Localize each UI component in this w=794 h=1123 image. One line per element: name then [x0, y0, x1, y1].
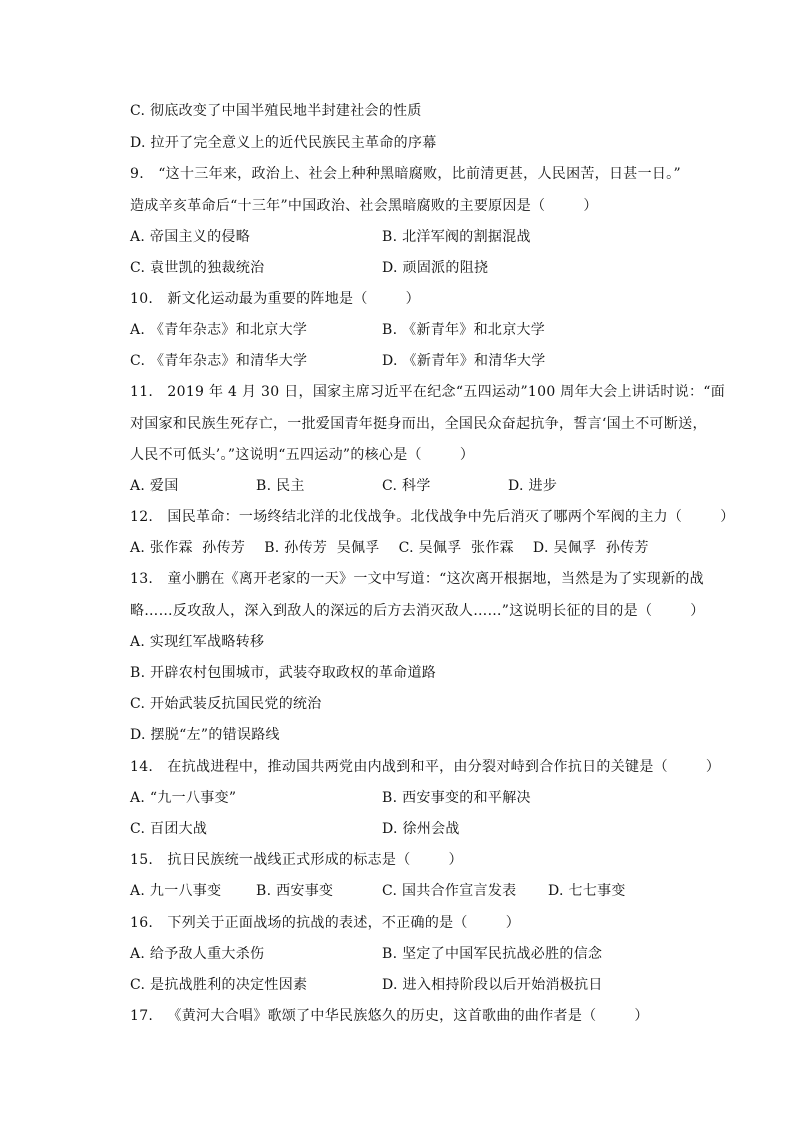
- question-13-stem: 13. 童小鹏在《离开老家的一天》一文中写道：“这次离开根据地，当然是为了实现新的战: [130, 571, 704, 587]
- option-10d: D. 《新青年》和清华大学: [382, 353, 546, 369]
- option-15c: C. 国共合作宣言发表: [382, 883, 517, 899]
- option-14b: B. 西安事变的和平解决: [382, 790, 531, 806]
- question-13-stem-2: 略……反攻敌人，深入到敌人的深远的后方去消灭敌人……”这说明长征的目的是（ ）: [130, 603, 705, 619]
- option-13d: D. 摆脱“左”的错误路线: [130, 727, 280, 743]
- question-9-stem: 9. “这十三年来，政治上、社会上种种黑暗腐败，比前清更甚，人民困苦，日甚一日。”: [130, 166, 681, 182]
- option-13a: A. 实现红军战略转移: [130, 634, 265, 650]
- option-16d: D. 进入相持阶段以后开始消极抗日: [382, 977, 603, 993]
- option-13b: B. 开辟农村包围城市，武装夺取政权的革命道路: [130, 665, 437, 681]
- option-15b: B. 西安事变: [256, 883, 334, 899]
- question-12-options: A. 张作霖 孙传芳 B. 孙传芳 吴佩孚 C. 吴佩孚 张作霖 D. 吴佩孚 孙传芳: [130, 540, 649, 556]
- question-11-stem-3: 人民不可低头’。”这说明“五四运动”的核心是（ ）: [130, 447, 475, 463]
- question-12-stem: 12. 国民革命：一场终结北洋的北伐战争。北伐战争中先后消灭了哪两个军阀的主力（ ）: [130, 509, 735, 525]
- option-13c: C. 开始武装反抗国民党的统治: [130, 696, 322, 712]
- option-11d: D. 进步: [508, 478, 558, 494]
- option-14d: D. 徐州会战: [382, 821, 460, 837]
- option-11a: A. 爱国: [130, 478, 179, 494]
- question-16-stem: 16. 下列关于正面战场的抗战的表述，不正确的是（ ）: [130, 915, 521, 931]
- option-10a: A. 《青年杂志》和北京大学: [130, 322, 308, 338]
- option-10c: C. 《青年杂志》和清华大学: [130, 353, 308, 369]
- option-11b: B. 民主: [256, 478, 305, 494]
- option-10b: B. 《新青年》和北京大学: [382, 322, 546, 338]
- question-15-stem: 15. 抗日民族统一战线正式形成的标志是（ ）: [130, 852, 463, 868]
- option-11c: C. 科学: [382, 478, 431, 494]
- question-10-stem: 10. 新文化运动最为重要的阵地是（ ）: [130, 291, 420, 307]
- option-8d: D. 拉开了完全意义上的近代民族民主革命的序幕: [130, 135, 437, 151]
- option-16c: C. 是抗战胜利的决定性因素: [130, 977, 308, 993]
- option-15d: D. 七七事变: [548, 883, 626, 899]
- question-11-stem: 11. 2019 年 4 月 30 日，国家主席习近平在纪念“五四运动”100 周年大会上讲话时说：“面: [130, 384, 726, 400]
- option-15a: A. 九一八事变: [130, 883, 222, 899]
- option-16b: B. 坚定了中国军民抗战必胜的信念: [382, 946, 603, 962]
- question-9-stem-2: 造成辛亥革命后“十三年”中国政治、社会黑暗腐败的主要原因是（ ）: [130, 198, 598, 214]
- question-14-stem: 14. 在抗战进程中，推动国共两党由内战到和平，由分裂对峙到合作抗日的关键是（ ）: [130, 759, 721, 775]
- question-11-stem-2: 对国家和民族生死存亡，一批爱国青年挺身而出，全国民众奋起抗争，誓言‘国土不可断送，: [130, 416, 707, 432]
- option-8c: C. 彻底改变了中国半殖民地半封建社会的性质: [130, 103, 422, 119]
- option-9d: D. 顽固派的阻挠: [382, 260, 489, 276]
- option-9b: B. 北洋军阀的割据混战: [382, 229, 531, 245]
- option-14c: C. 百团大战: [130, 821, 208, 837]
- option-9a: A. 帝国主义的侵略: [130, 229, 251, 245]
- question-17-stem: 17. 《黄河大合唱》歌颂了中华民族悠久的历史，这首歌曲的曲作者是（ ）: [130, 1008, 649, 1024]
- option-14a: A. “九一八事变”: [130, 790, 237, 806]
- option-16a: A. 给予敌人重大杀伤: [130, 946, 265, 962]
- option-9c: C. 袁世凯的独裁统治: [130, 260, 265, 276]
